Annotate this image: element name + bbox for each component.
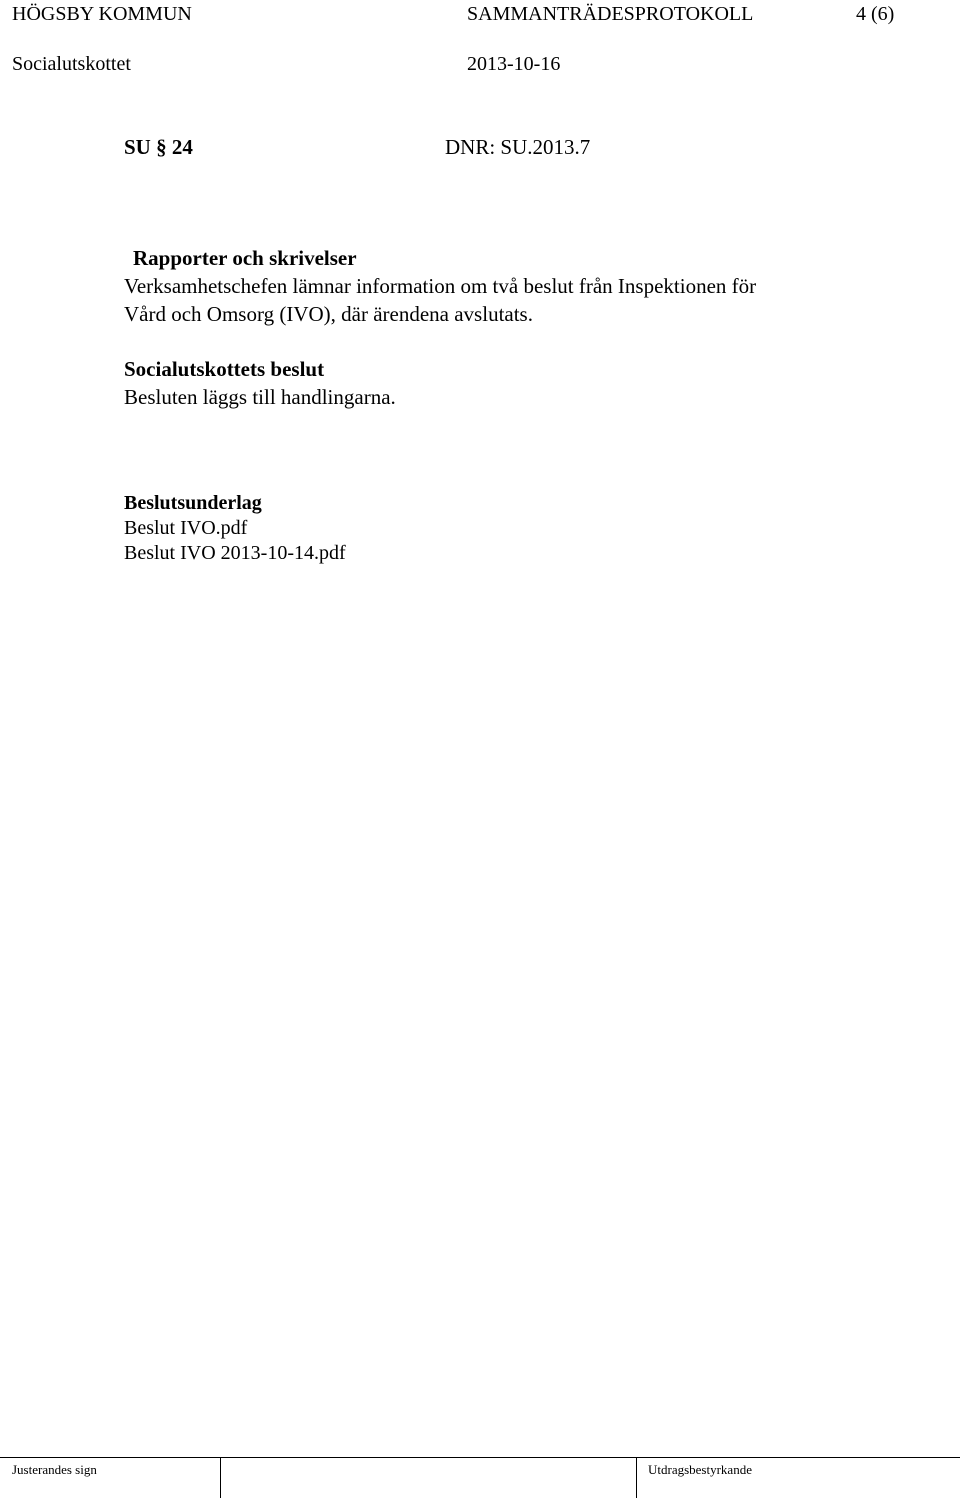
document-type: SAMMANTRÄDESPROTOKOLL — [467, 3, 754, 25]
footer-justerandes-sign: Justerandes sign — [12, 1462, 97, 1477]
diary-number: DNR: SU.2013.7 — [445, 135, 591, 159]
committee-name: Socialutskottet — [12, 53, 131, 75]
documents-section — [124, 491, 864, 566]
footer-utdragsbestyrkande: Utdragsbestyrkande — [636, 1458, 960, 1498]
footer-signature-box — [220, 1458, 636, 1498]
document-item: Beslut IVO.pdf — [124, 517, 248, 539]
reports-section — [124, 244, 864, 328]
meeting-date: 2013-10-16 — [467, 53, 561, 75]
document-item: Beslut IVO 2013-10-14.pdf — [124, 542, 346, 564]
reports-text-line-1: Verksamhetschefen lämnar information om två beslut från Inspektionen för — [124, 274, 757, 298]
signature-footer — [0, 1457, 960, 1499]
organization-name: HÖGSBY KOMMUN — [12, 3, 192, 25]
decision-heading: Socialutskottets beslut — [124, 357, 325, 381]
decision-section — [124, 355, 864, 411]
decision-text: Besluten läggs till handlingarna. — [124, 385, 396, 409]
documents-heading: Beslutsunderlag — [124, 492, 262, 514]
reports-heading: Rapporter och skrivelser — [133, 246, 357, 270]
paragraph-id: SU § 24 — [124, 135, 193, 159]
reports-text-line-2: Vård och Omsorg (IVO), där ärendena avslutats. — [124, 302, 533, 326]
page-number: 4 (6) — [856, 3, 895, 25]
